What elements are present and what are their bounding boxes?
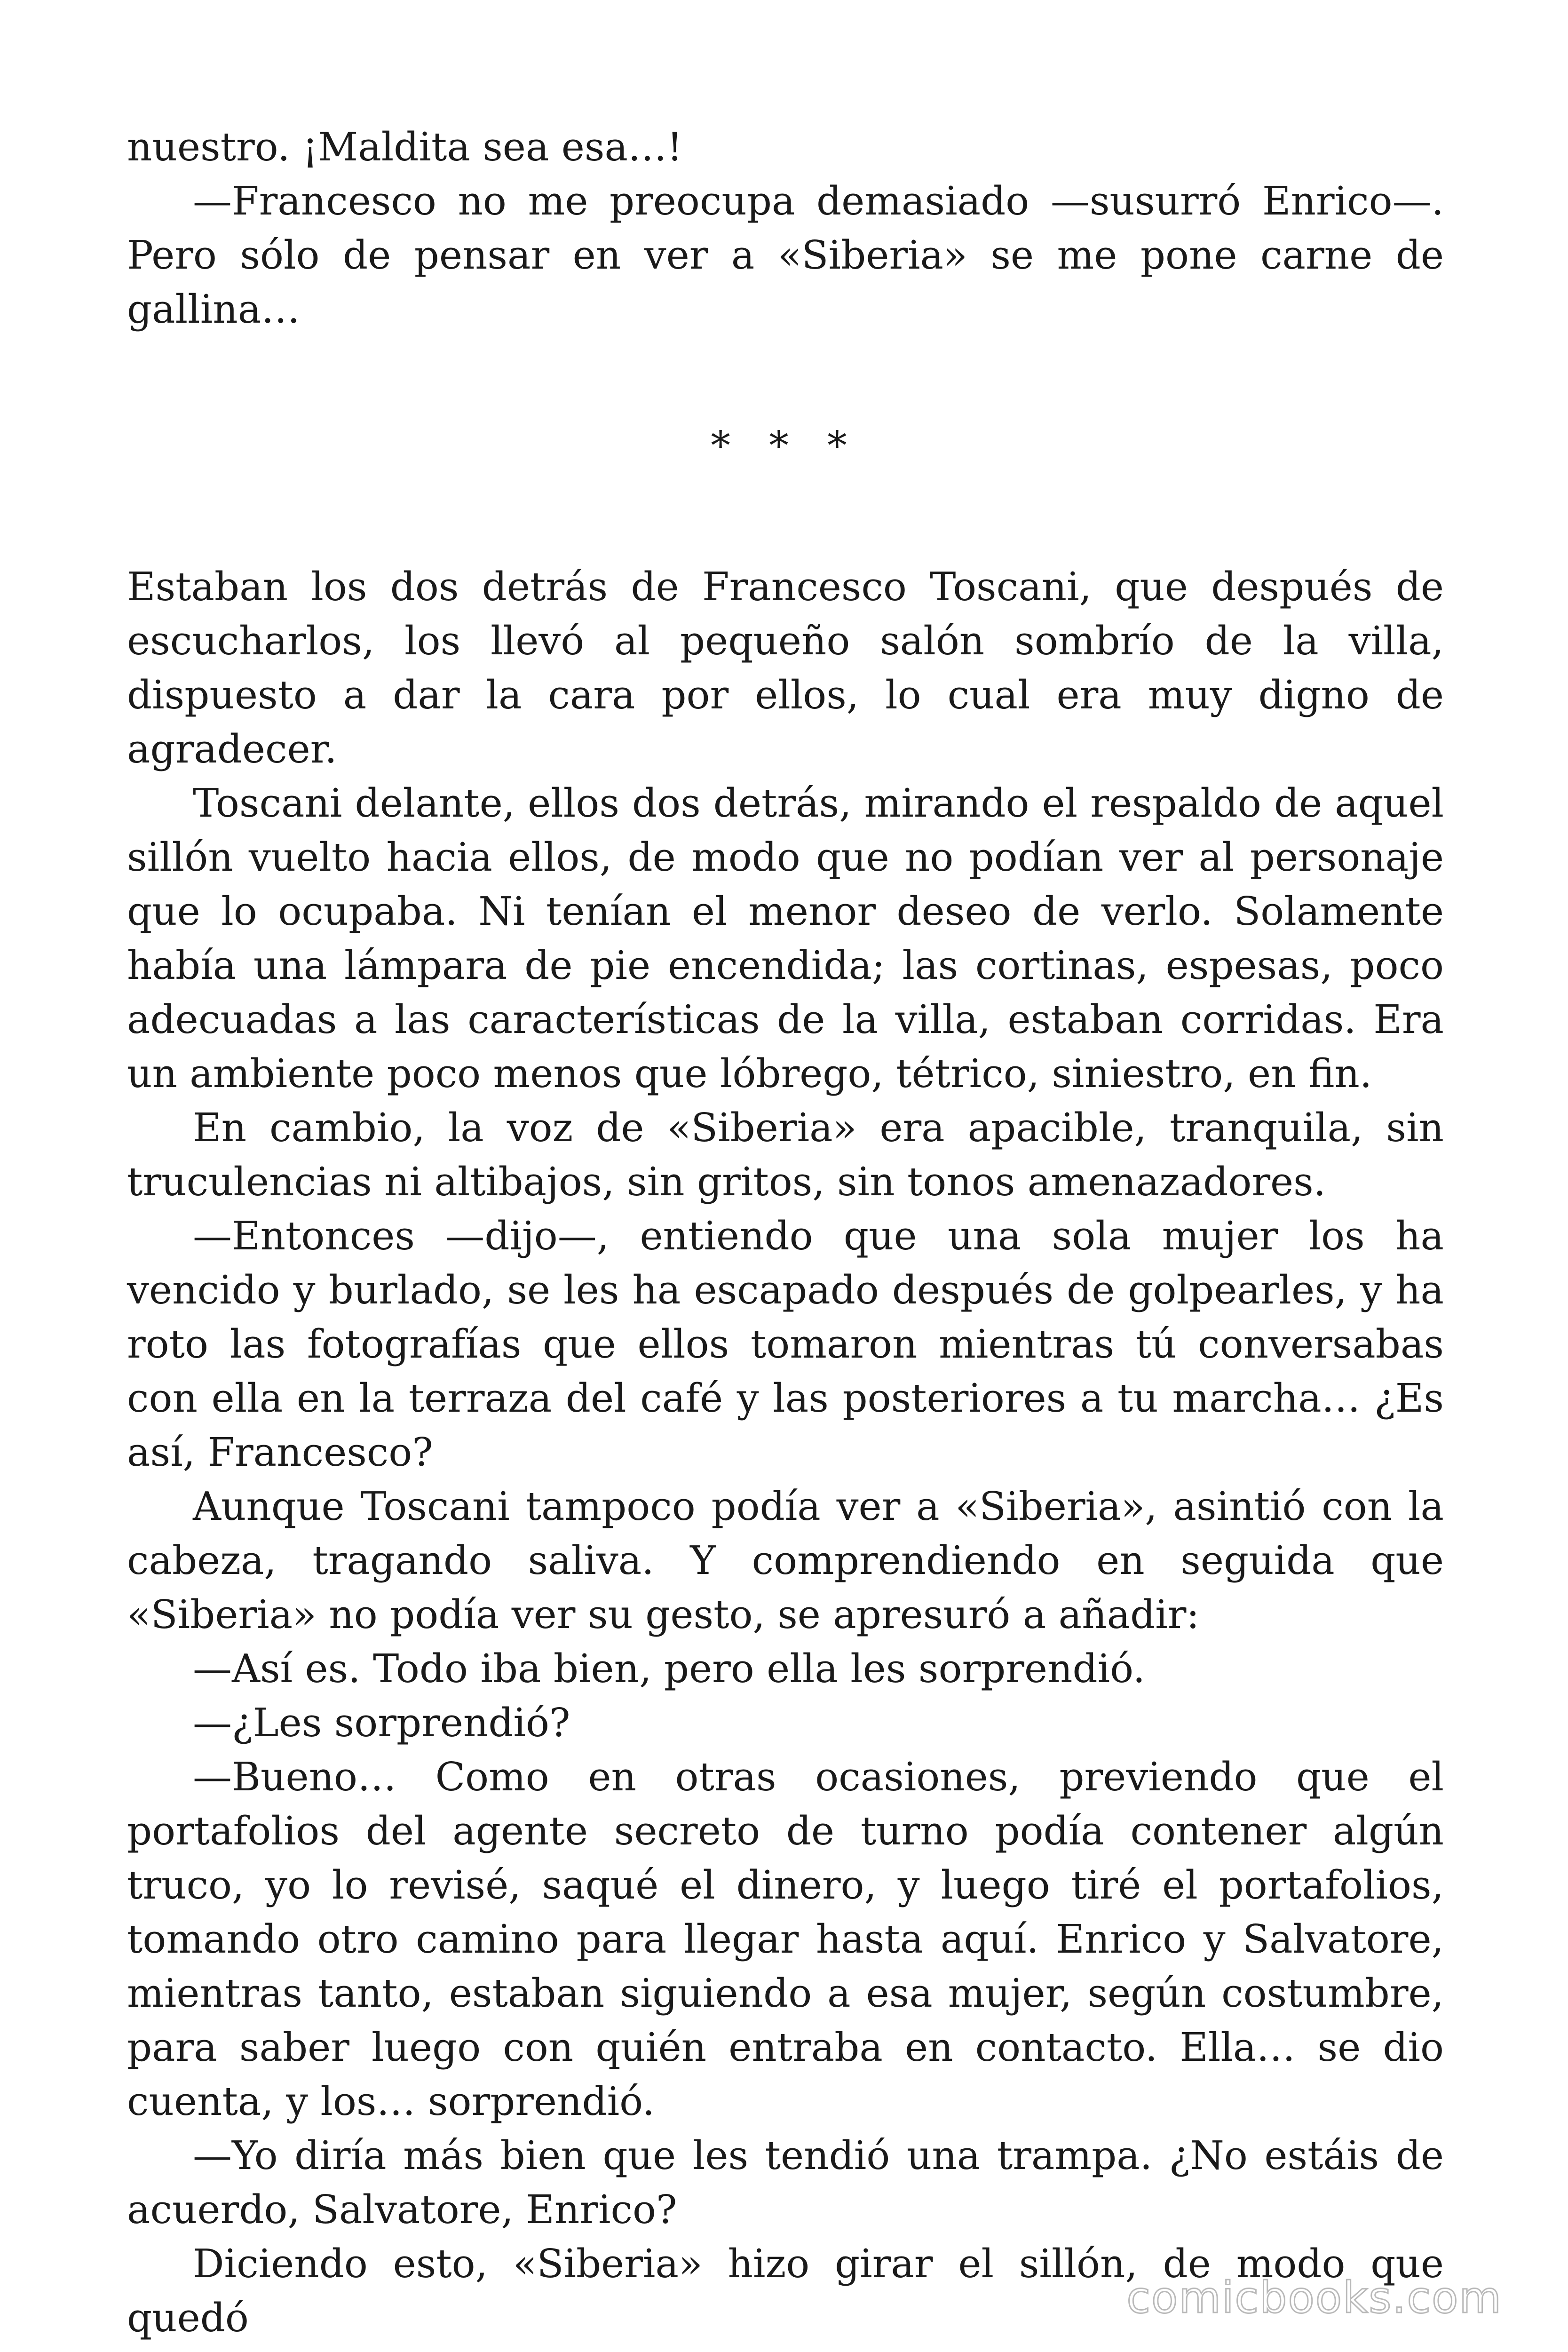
- watermark: comicbooks.com: [1126, 2273, 1502, 2323]
- paragraph: —Así es. Todo iba bien, pero ella les sorprendió.: [193, 1646, 1146, 1692]
- paragraph: —Yo diría más bien que les tendió una trampa. ¿No estáis de acuerdo, Salvatore, Enrico?: [127, 2133, 1444, 2233]
- paragraph: —¿Les sorprendió?: [193, 1700, 570, 1746]
- section-separator: * * *: [711, 423, 860, 469]
- page-body: [127, 120, 1444, 2345]
- paragraph: Toscani delante, ellos dos detrás, mirando el respaldo de aquel sillón vuelto hacia ellos, de modo que no podían ver al personaje que lo ocupaba. Ni tenían el menor deseo de verlo. Solamente había una lámpara de pie encendida; las cortinas, espesas, poco adecuadas a las características de la villa, estaban corridas. Era un ambiente poco menos que lóbrego, tétrico, siniestro, en fin.: [127, 780, 1444, 1097]
- paragraph: —Bueno… Como en otras ocasiones, previendo que el portafolios del agente secreto de turno podía contener algún truco, yo lo revisé, saqué el dinero, y luego tiré el portafolios, tomando otro camino para llegar hasta aquí. Enrico y Salvatore, mientras tanto, estaban siguiendo a esa mujer, según costumbre, para saber luego con quién entraba en contacto. Ella… se dio cuenta, y los… sorprendió.: [127, 1754, 1444, 2124]
- paragraph: Estaban los dos detrás de Francesco Toscani, que después de escucharlos, los llevó al pequeño salón sombrío de la villa, dispuesto a dar la cara por ellos, lo cual era muy digno de agradecer.: [127, 564, 1444, 772]
- paragraph: nuestro. ¡Maldita sea esa…!: [127, 124, 683, 170]
- paragraph: En cambio, la voz de «Siberia» era apacible, tranquila, sin truculencias ni altibajos, sin gritos, sin tonos amenazadores.: [127, 1105, 1444, 1205]
- paragraph-last-line: Diciendo esto, «Siberia» hizo girar el sillón, de modo que quedó: [127, 2241, 1444, 2341]
- paragraph: —Entonces —dijo—, entiendo que una sola mujer los ha vencido y burlado, se les ha escapado después de golpearles, y ha roto las fotografías que ellos tomaron mientras tú conversabas con ella en la terraza del café y las posteriores a tu marcha… ¿Es así, Francesco?: [127, 1213, 1444, 1475]
- paragraph: —Francesco no me preocupa demasiado —susurró Enrico—. Pero sólo de pensar en ver a «Siberia» se me pone carne de gallina…: [127, 178, 1444, 332]
- paragraph: Aunque Toscani tampoco podía ver a «Siberia», asintió con la cabeza, tragando saliva. Y comprendiendo en seguida que «Siberia» no podía ver su gesto, se apresuró a añadir:: [127, 1484, 1444, 1637]
